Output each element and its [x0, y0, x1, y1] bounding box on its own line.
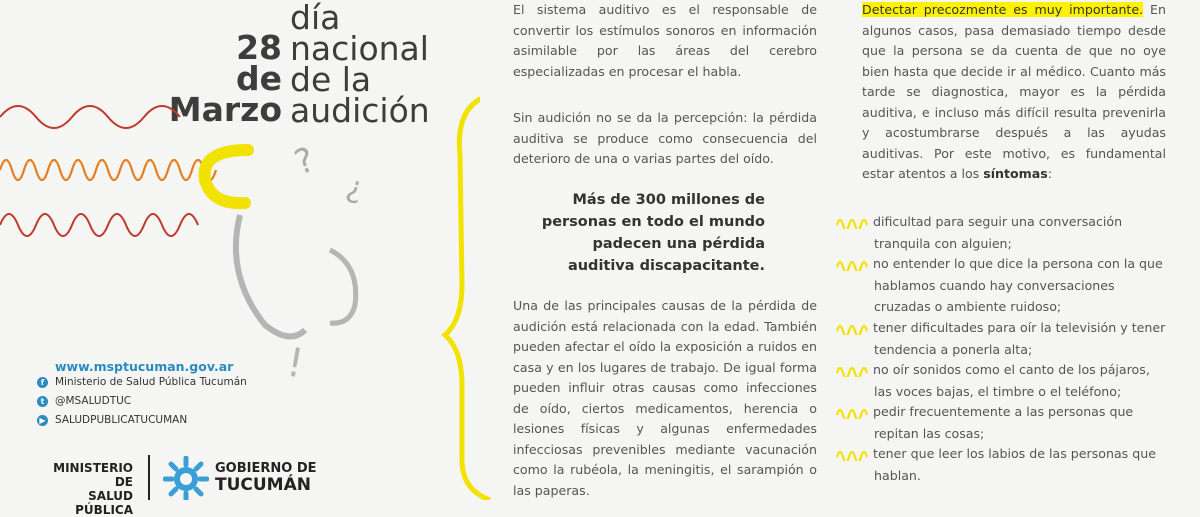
- wave-bullet-icon: [836, 321, 870, 335]
- youtube-row[interactable]: [37, 414, 187, 426]
- title-line-2: nacional: [290, 29, 429, 68]
- middle-paragraph-2: Sin audición no se da la percepción: la pérdida auditiva se produce como consecuencia del deterioro de una o varias partes del oído.: [513, 110, 817, 166]
- middle-paragraph-1: El sistema auditivo es el responsable de convertir los estímulos sonoros en información asimilable por las áreas del cerebro especializadas en procesar el habla.: [513, 2, 817, 79]
- symptom-item: [836, 443, 1166, 486]
- highlight-text: Detectar precozmente es muy importante.: [862, 2, 1144, 17]
- title-line-3: de la: [290, 60, 372, 99]
- symptom-text: tener que leer los labios de las personas que hablan.: [873, 446, 1156, 483]
- website-link[interactable]: www.msptucuman.gov.ar: [55, 359, 234, 374]
- date-month: Marzo: [168, 90, 282, 129]
- symptom-item: [836, 359, 1166, 402]
- ear-gray-arc: [236, 215, 305, 336]
- facebook-row[interactable]: [37, 376, 247, 388]
- youtube-icon: ▶: [37, 415, 48, 426]
- wave-bullet-icon: [836, 447, 870, 461]
- symptoms-word: síntomas: [983, 166, 1048, 181]
- wave-top: [0, 106, 180, 128]
- glyph-deco-3: !: [283, 339, 308, 388]
- sound-waves-illustration: [0, 90, 480, 395]
- wave-bullet-icon: [836, 405, 870, 419]
- right-intro-text: En algunos casos, pasa demasiado tiempo desde que la persona se da cuenta de que no oye bien hasta que decide ir al médico. Cuanto más tarde se diagnostica, mayor es la pérdida auditiva, e incluso más difícil resulta prevenirla y acostumbrarse después a las ayudas auditivas. Por este motivo, es fundamental estar atentos a los: [862, 2, 1166, 181]
- ministry-logo: [35, 461, 133, 517]
- ear-inner: [330, 250, 356, 323]
- yellow-brace-bottom: [440, 380, 500, 500]
- right-intro-paragraph: [862, 0, 1166, 185]
- facebook-icon: f: [37, 377, 48, 388]
- twitter-label: @MSALUDTUC: [55, 395, 132, 407]
- twitter-row[interactable]: [37, 395, 131, 407]
- wave-bullet-icon: [836, 257, 870, 271]
- intro-colon: :: [1047, 166, 1053, 181]
- logo-divider: [148, 455, 150, 500]
- wave-mid: [0, 160, 216, 180]
- ministry-line-2: SALUD PÚBLICA: [75, 489, 133, 517]
- symptom-text: no oír sonidos como el canto de los pájaros, las voces bajas, el timbre o el teléfono;: [873, 362, 1150, 399]
- title-line-4: audición: [290, 91, 430, 130]
- ear-yellow-c: [205, 150, 248, 203]
- gov-line-1: GOBIERNO DE: [215, 461, 317, 476]
- symptom-text: dificultad para seguir una conversación tranquila con alguien;: [873, 214, 1123, 251]
- symptom-item: [836, 401, 1166, 444]
- middle-paragraph-3: Una de las principales causas de la pérdida de audición está relacionada con la edad. También pueden afectar el oído la exposición a ruidos en casa y en los lugares de trabajo. De igual forma pueden influir otras causas como infecciones de oído, ciertos medicamentos, herencia o lesiones físicas y algunas enfermedades infecciosas prevenibles mediante vacunación como la rubéola, la meningitis, el sarampión o las paperas.: [513, 298, 817, 498]
- glyph-deco-2: ¿: [342, 168, 368, 207]
- date-day: 28: [236, 28, 282, 67]
- middle-quote: Más de 300 millones de personas en todo el mundo padecen una pérdida auditiva discapacitante.: [541, 192, 765, 274]
- symptom-text: pedir frecuentemente a las personas que repitan las cosas;: [873, 404, 1134, 441]
- ministry-line-1: MINISTERIO DE: [53, 461, 133, 489]
- symptom-text: no entender lo que dice la persona con la que hablamos cuando hay conversaciones cruzadas o ambiente ruidoso;: [873, 256, 1163, 314]
- youtube-label: SALUDPUBLICATUCUMAN: [55, 414, 188, 426]
- symptom-text: tener dificultades para oír la televisión y tener tendencia a ponerla alta;: [873, 320, 1166, 357]
- date-de: de: [235, 59, 282, 98]
- twitter-icon: t: [37, 396, 48, 407]
- wave-bullet-icon: [836, 363, 870, 377]
- title-line-1: día: [290, 0, 341, 37]
- symptom-item: [836, 253, 1166, 318]
- wave-bullet-icon: [836, 215, 870, 229]
- symptom-item: [836, 317, 1166, 360]
- yellow-brace: [445, 95, 480, 385]
- wave-bottom: [0, 214, 198, 236]
- gov-line-2: TUCUMÁN: [215, 475, 311, 495]
- government-logo: [215, 461, 317, 495]
- symptom-item: [836, 211, 1166, 254]
- glyph-deco-1: ?: [289, 139, 321, 184]
- facebook-label: Ministerio de Salud Pública Tucumán: [55, 376, 247, 388]
- government-emblem-icon: [163, 456, 209, 500]
